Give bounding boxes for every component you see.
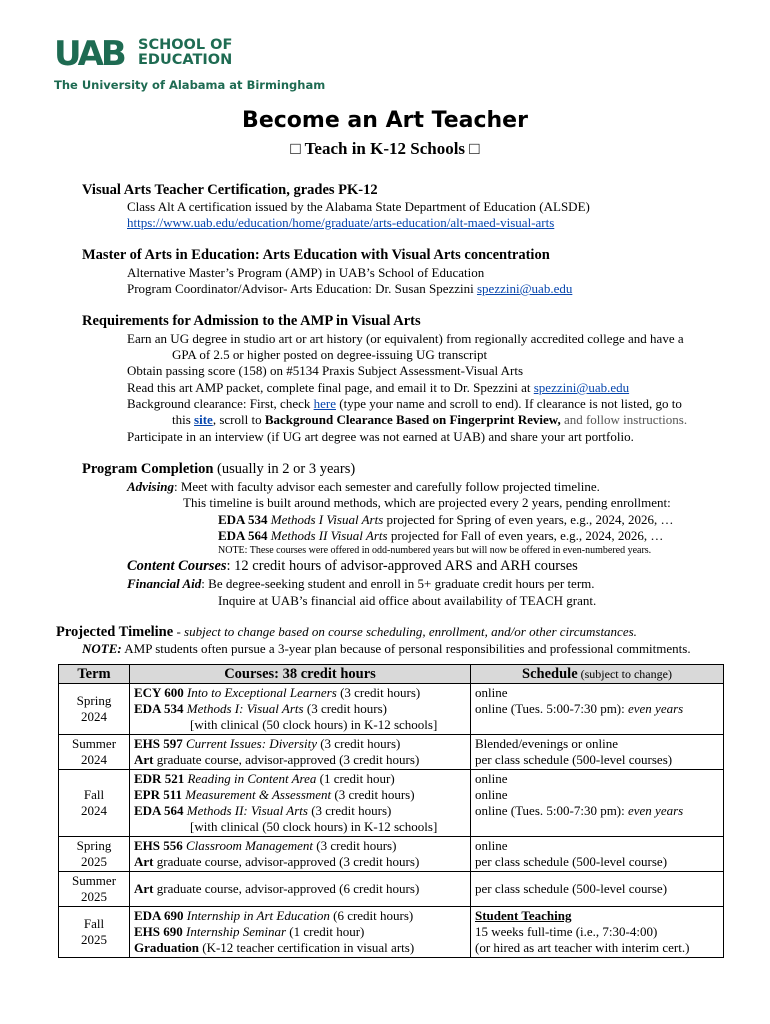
requirement-degree-cont: GPA of 2.5 or higher posted on degree-issuing UG transcript: [172, 347, 488, 362]
timeline-note: NOTE: AMP students often pursue a 3-year plan because of personal responsibilities and professional commitments.: [82, 641, 691, 656]
table-row: [59, 837, 724, 872]
term-cell: Summer 2025: [59, 872, 130, 907]
coordinator-email-link[interactable]: spezzini@uab.edu: [476, 281, 573, 296]
term-cell: Summer 2024: [59, 735, 130, 770]
table-row: [59, 907, 724, 958]
table-row: [59, 770, 724, 837]
timeline-line: This timeline is built around methods, which are projected every 2 years, pending enrollment:: [183, 495, 671, 510]
header-schedule: Schedule (subject to change): [471, 665, 724, 684]
requirement-clearance: Background clearance: First, check here (type your name and scroll to end). If clearance is not listed, go to: [127, 396, 682, 411]
clearance-here-link[interactable]: here: [313, 396, 336, 411]
term-cell: Fall 2024: [59, 770, 130, 837]
section-requirements-heading: Requirements for Admission to the AMP in Visual Arts: [82, 313, 421, 329]
schedule-cell: online online online (Tues. 5:00-7:30 pm): even years: [471, 770, 724, 837]
header-courses: Courses: 38 credit hours: [130, 665, 471, 684]
methods-1-line: EDA 534 Methods I Visual Arts projected for Spring of even years, e.g., 2024, 2026, …: [218, 512, 674, 527]
requirement-praxis: Obtain passing score (158) on #5134 Praxis Subject Assessment-Visual Arts: [127, 363, 524, 378]
uab-logo: [54, 34, 326, 98]
logo-university-name: The University of Alabama at Birmingham: [54, 78, 326, 92]
certification-line: Class Alt A certification issued by the Alabama State Department of Education (ALSDE): [127, 199, 590, 214]
table-row: [59, 872, 724, 907]
certification-link-line: [127, 215, 554, 231]
methods-2-line: EDA 564 Methods II Visual Arts projected for Fall of even years, e.g., 2024, 2026, …: [218, 528, 664, 543]
requirement-clearance-cont: this site, scroll to Background Clearance Based on Fingerprint Review, and follow instructions.: [172, 412, 688, 427]
section-completion-heading: Program Completion (usually in 2 or 3 years): [82, 461, 356, 477]
courses-cell: EDR 521 Reading in Content Area (1 credit hour) EPR 511 Measurement & Assessment (3 credit hours) EDA 564 Methods II: Visual Arts (3 credit hours) [with clinical (50 clock hours) in K-12 schools]: [130, 770, 471, 837]
schedule-cell: online online (Tues. 5:00-7:30 pm): even years: [471, 684, 724, 735]
page-subtitle: □ Teach in K-12 Schools □: [290, 139, 480, 158]
section-certification-heading: Visual Arts Teacher Certification, grades PK-12: [82, 182, 378, 198]
courses-cell: EDA 690 Internship in Art Education (6 credit hours) EHS 690 Internship Seminar (1 credit hour) Graduation (K-12 teacher certification in visual arts): [130, 907, 471, 958]
advising-line: Advising: Meet with faculty advisor each semester and carefully follow projected timeline.: [127, 479, 600, 494]
requirement-interview: Participate in an interview (if UG art degree was not earned at UAB) and share your art portfolio.: [127, 429, 634, 444]
section-masters-heading: Master of Arts in Education: Arts Education with Visual Arts concentration: [82, 247, 550, 263]
methods-note: NOTE: These courses were offered in odd-numbered years but will now be offered in even-numbered years.: [218, 545, 652, 556]
header-term: Term: [59, 665, 130, 684]
schedule-cell: Blended/evenings or online per class schedule (500-level courses): [471, 735, 724, 770]
schedule-cell: per class schedule (500-level course): [471, 872, 724, 907]
term-cell: Spring 2025: [59, 837, 130, 872]
packet-email-link[interactable]: spezzini@uab.edu: [533, 380, 630, 395]
table-row: [59, 735, 724, 770]
masters-line-2: Program Coordinator/Advisor- Arts Education: Dr. Susan Spezzini spezzini@uab.edu: [127, 281, 573, 296]
schedule-cell: online per class schedule (500-level course): [471, 837, 724, 872]
requirement-degree: Earn an UG degree in studio art or art history (or equivalent) from regionally accredited college and have a: [127, 331, 684, 346]
financial-aid-line-2: Inquire at UAB’s financial aid office about availability of TEACH grant.: [218, 593, 597, 608]
financial-aid-line: Financial Aid: Be degree-seeking student and enroll in 5+ graduate credit hours per term.: [127, 576, 595, 591]
table-header-row: [59, 665, 724, 684]
term-cell: Fall 2025: [59, 907, 130, 958]
content-courses-line: Content Courses: 12 credit hours of advisor-approved ARS and ARH courses: [127, 558, 578, 574]
courses-cell: ECY 600 Into to Exceptional Learners (3 credit hours) EDA 534 Methods I: Visual Arts (3 credit hours) [with clinical (50 clock hours) in K-12 schools]: [130, 684, 471, 735]
courses-cell: Art graduate course, advisor-approved (6 credit hours): [130, 872, 471, 907]
masters-line-1: Alternative Master’s Program (AMP) in UAB’s School of Education: [127, 265, 485, 280]
certification-link[interactable]: https://www.uab.edu/education/home/graduate/arts-education/alt-maed-visual-arts: [127, 215, 555, 230]
requirement-packet: Read this art AMP packet, complete final page, and email it to Dr. Spezzini at spezzini@uab.edu: [127, 380, 630, 395]
uab-logo-mark: UAB: [54, 34, 124, 74]
table-row: [59, 684, 724, 735]
logo-school-name: SCHOOL OF EDUCATION: [138, 37, 233, 68]
schedule-cell: Student Teaching 15 weeks full-time (i.e., 7:30-4:00) (or hired as art teacher with interim cert.): [471, 907, 724, 958]
timeline-table: [58, 664, 724, 958]
clearance-site-link[interactable]: site: [194, 412, 213, 427]
section-timeline-heading: Projected Timeline - subject to change based on course scheduling, enrollment, and/or other circumstances.: [56, 624, 637, 640]
page-title: Become an Art Teacher: [242, 108, 528, 133]
courses-cell: EHS 556 Classroom Management (3 credit hours) Art graduate course, advisor-approved (3 credit hours): [130, 837, 471, 872]
term-cell: Spring 2024: [59, 684, 130, 735]
courses-cell: EHS 597 Current Issues: Diversity (3 credit hours) Art graduate course, advisor-approved (3 credit hours): [130, 735, 471, 770]
